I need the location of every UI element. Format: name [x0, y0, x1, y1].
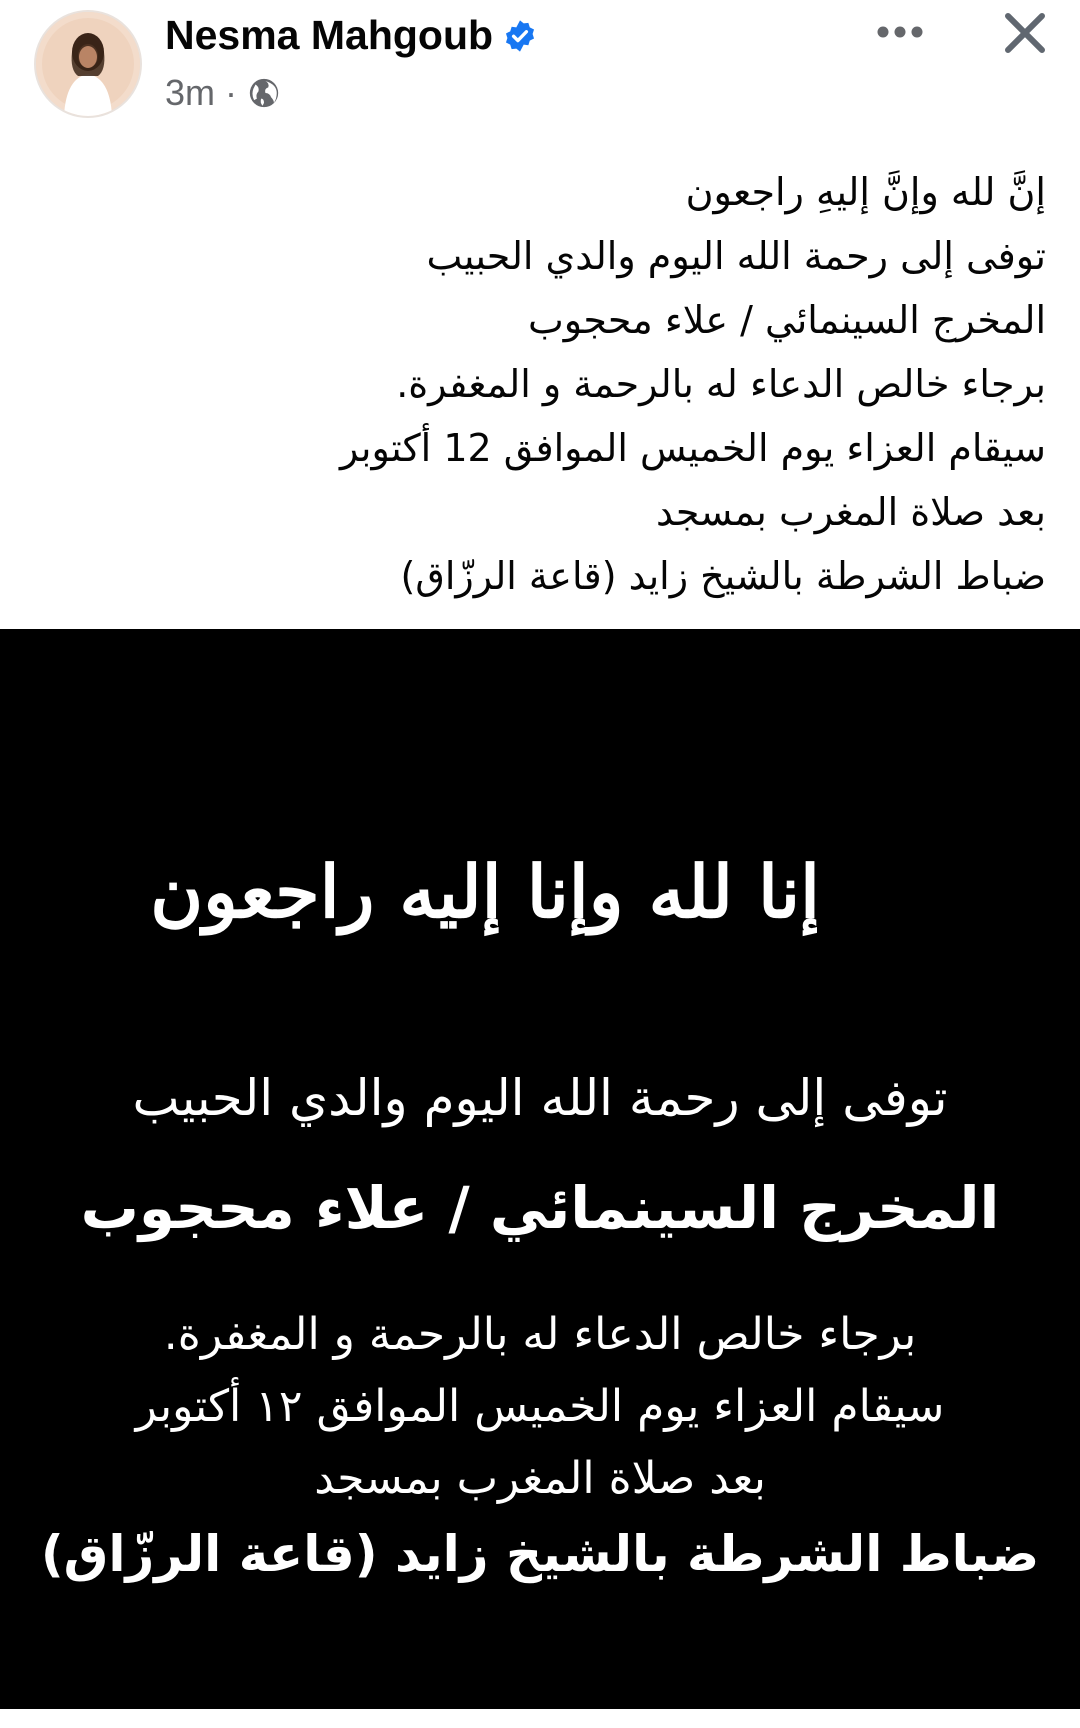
verified-badge-icon — [503, 19, 537, 53]
close-icon — [1000, 8, 1050, 58]
image-text-line-venue: ضباط الشرطة بالشيخ زايد (قاعة الرزّاق) — [40, 1525, 1040, 1583]
author-name-text[interactable]: Nesma Mahgoub — [165, 12, 494, 58]
post-text-line: سيقام العزاء يوم الخميس الموافق 12 أكتوبر — [339, 426, 1046, 470]
image-text-line-name: المخرج السينمائي / علاء محجوب — [80, 1174, 1000, 1242]
post-text-line: بعد صلاة المغرب بمسجد — [655, 490, 1046, 534]
image-text-line: سيقام العزاء يوم الخميس الموافق ١٢ أكتوبر — [135, 1381, 945, 1432]
post-body-text — [36, 160, 1046, 608]
post-header — [0, 0, 1080, 130]
author-name[interactable] — [165, 12, 537, 59]
image-text-line: برجاء خالص الدعاء له بالرحمة و المغفرة. — [163, 1309, 917, 1360]
meta-separator: · — [225, 72, 238, 113]
post-text-line: إنَّ لله وإنَّ إليهِ راجعون — [685, 170, 1046, 214]
post-timestamp[interactable]: 3m — [165, 72, 216, 113]
more-options-icon — [876, 25, 924, 39]
post-text-line: برجاء خالص الدعاء له بالرحمة و المغفرة. — [396, 362, 1046, 406]
post-text-line: ضباط الشرطة بالشيخ زايد (قاعة الرزّاق) — [400, 554, 1046, 598]
image-text-line: توفى إلى رحمة الله اليوم والدي الحبيب — [132, 1069, 948, 1127]
calligraphy-title: إنا لله وإنا إليه راجعون — [150, 849, 820, 934]
avatar-photo — [36, 12, 140, 116]
image-text-line: بعد صلاة المغرب بمسجد — [314, 1453, 766, 1504]
post-meta — [165, 72, 281, 114]
avatar[interactable] — [34, 10, 142, 118]
post-bottom-edge — [0, 1709, 1080, 1728]
close-button[interactable] — [1000, 8, 1050, 58]
post-text-line: المخرج السينمائي / علاء محجوب — [527, 298, 1046, 342]
more-options-button[interactable] — [872, 18, 928, 46]
post-text-line: توفى إلى رحمة الله اليوم والدي الحبيب — [426, 234, 1046, 278]
post-image[interactable] — [0, 629, 1080, 1709]
globe-icon[interactable] — [247, 76, 281, 110]
